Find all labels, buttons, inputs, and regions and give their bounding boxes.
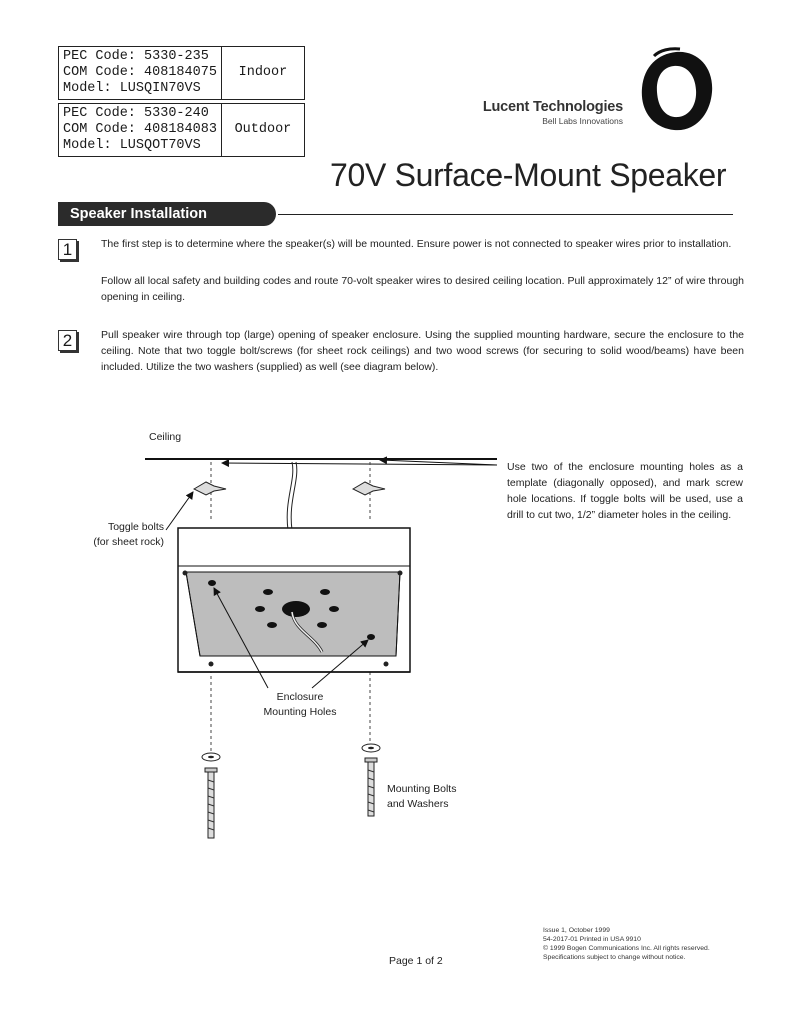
step-1-paragraph-1: The first step is to determine where the speaker(s) will be mounted. Ensure power is not connected to speaker wires prior to installation.: [101, 238, 732, 250]
mounting-bolts-label-line-2: and Washers: [387, 798, 449, 810]
toggle-bolts-label: [70, 520, 164, 550]
brand-tagline: Bell Labs Innovations: [542, 116, 623, 126]
footer-issue: Issue 1, October 1999: [543, 927, 610, 934]
indoor-model: Model: LUSQIN70VS: [63, 81, 201, 96]
page-title: 70V Surface-Mount Speaker: [330, 157, 727, 193]
enclosure-holes-label-line-1: Enclosure: [276, 691, 324, 703]
toggle-bolts-label-line-1: Toggle bolts: [107, 521, 164, 533]
step-1-number: 1: [58, 239, 77, 260]
page-number: Page 1 of 2: [389, 955, 443, 967]
indoor-com-code: COM Code: 408184075: [63, 65, 217, 80]
mounting-bolt-left-icon: [205, 768, 217, 838]
brand-name: Lucent Technologies: [482, 99, 623, 115]
enclosure-holes-label: [250, 690, 350, 720]
toggle-bolts-label-line-2: (for sheet rock): [93, 536, 164, 548]
footer-doc-number: 54-2017-01 Printed in USA 9910: [543, 936, 641, 943]
outdoor-pec-code: PEC Code: 5330-240: [63, 106, 209, 121]
section-heading: Speaker Installation: [58, 202, 276, 226]
step-1-paragraph-2: Follow all local safety and building codes and route 70-volt speaker wires to desired ceiling location. Pull approximately 12” of wire through opening in ceiling.: [101, 275, 744, 303]
footer-copyright: © 1999 Bogen Communications Inc. All rights reserved.: [543, 945, 710, 952]
mounting-bolts-label: [387, 782, 456, 812]
outdoor-label: Outdoor: [221, 104, 304, 157]
indoor-label: Indoor: [221, 47, 304, 100]
outdoor-model: Model: LUSQOT70VS: [63, 138, 201, 153]
footer-disclaimer: Specifications subject to change without notice.: [543, 954, 686, 961]
toggle-bolt-right-icon: [353, 482, 385, 495]
mounting-bolts-label-line-1: Mounting Bolts: [387, 783, 457, 795]
enclosure-holes-label-line-2: Mounting Holes: [263, 706, 337, 718]
diagram-note: Use two of the enclosure mounting holes as a template (diagonally opposed), and mark screw hole locations. If toggle bolts will be used, use a drill to cut two, 1/2” diameter holes in the ceiling.: [507, 461, 743, 521]
mounting-bolt-right-icon: [365, 758, 377, 816]
toggle-label-arrow: [166, 492, 193, 530]
toggle-bolt-left-icon: [194, 482, 226, 495]
speaker-enclosure: [178, 528, 410, 672]
ceiling-label: Ceiling: [149, 431, 182, 443]
footer-info: [543, 926, 710, 962]
step-2-number: 2: [58, 330, 77, 351]
outdoor-com-code: COM Code: 408184083: [63, 122, 217, 137]
step-2-paragraph: Pull speaker wire through top (large) opening of speaker enclosure. Using the supplied mounting hardware, secure the enclosure to the ceiling. Note that two toggle bolt/screws (for sheet rock ceilings) and two wood screws (for securing to solid wood/beams) have been included. Utilize the two washers (supplied) as well (see diagram below).: [101, 329, 744, 373]
indoor-pec-code: PEC Code: 5330-235: [63, 49, 209, 64]
